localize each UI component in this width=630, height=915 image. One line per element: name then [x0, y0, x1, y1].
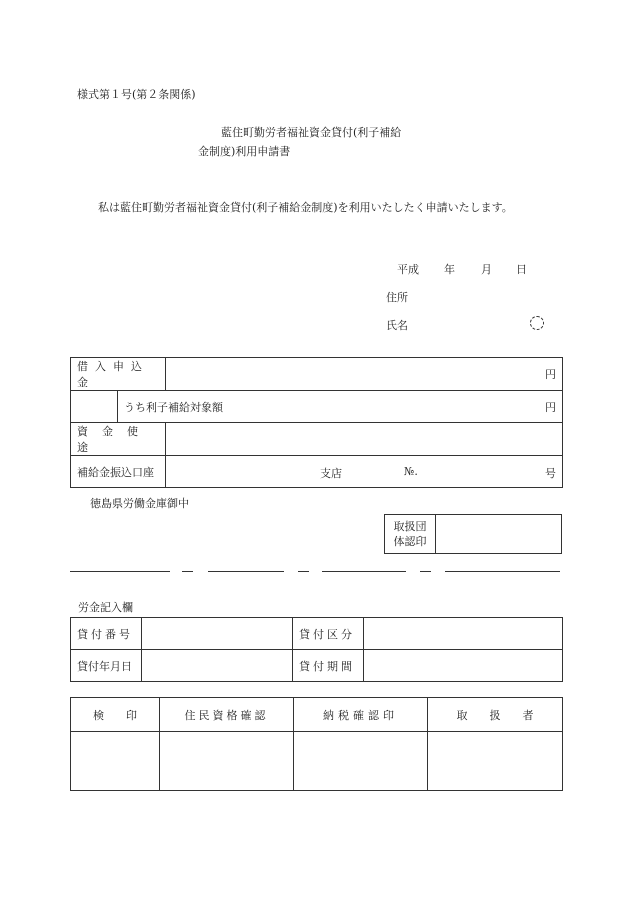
account-row: [71, 456, 563, 488]
residency-check-header: 住民資格確認: [160, 698, 294, 732]
form-title-line2: 金制度)利用申請書: [198, 145, 291, 158]
cut-line-segment: [298, 571, 309, 572]
verification-table: [70, 697, 563, 791]
interest-target-row: [71, 391, 563, 423]
date-month-label: 月: [481, 263, 492, 276]
date-day-label: 日: [516, 263, 527, 276]
address-label: 住所: [386, 291, 408, 304]
inspection-stamp-field[interactable]: [71, 732, 160, 791]
purpose-label: 資金使途: [71, 423, 166, 456]
handler-stamp-box: [384, 514, 562, 554]
bank-use-table: [70, 617, 563, 682]
loan-amount-label: 借入申込金: [71, 358, 166, 391]
bank-use-section-title: 労金記入欄: [78, 601, 133, 614]
yen-unit: 円: [545, 400, 556, 414]
account-label: 補給金振込口座: [71, 456, 166, 488]
loan-category-label: 貸付区分: [293, 618, 364, 650]
cut-line-segment: [70, 571, 170, 572]
tax-check-header: 納税確認印: [294, 698, 428, 732]
yen-unit: 円: [545, 368, 556, 381]
handler-stamp-label: 取扱団 体認印: [385, 515, 436, 554]
seal-mark-icon: [530, 316, 544, 330]
handler-header: 取 扱 者: [428, 698, 563, 732]
application-statement: 私は藍住町勤労者福祉資金貸付(利子補給金制度)を利用いたしたく申請いたします。: [98, 201, 513, 214]
loan-period-label: 貸付期間: [293, 650, 364, 682]
cut-line-segment: [208, 571, 284, 572]
cut-line-segment: [182, 571, 193, 572]
purpose-row: [71, 423, 563, 456]
loan-application-table: [70, 357, 563, 488]
interest-target-label: うち利子補給対象額: [124, 400, 223, 414]
handler-field[interactable]: [428, 732, 563, 791]
loan-number-label: 貸付番号: [71, 618, 142, 650]
cut-line-segment: [420, 571, 431, 572]
date-year-label: 年: [444, 263, 455, 276]
account-field[interactable]: [166, 456, 563, 488]
handler-stamp-field[interactable]: [436, 515, 562, 554]
branch-label: 支店: [320, 466, 342, 480]
purpose-field[interactable]: [166, 423, 563, 456]
loan-amount-row: [71, 358, 563, 391]
loan-number-field[interactable]: [142, 618, 293, 650]
blank-cell: [71, 391, 118, 423]
tax-check-field[interactable]: [294, 732, 428, 791]
account-no-label: №.: [404, 464, 418, 478]
cut-line-segment: [322, 571, 406, 572]
cut-line-segment: [445, 571, 560, 572]
form-number-label: 様式第１号(第２条関係): [77, 88, 196, 101]
interest-target-field[interactable]: [118, 391, 563, 423]
form-title-line1: 藍住町勤労者福祉資金貸付(利子補給: [221, 126, 402, 139]
loan-period-field[interactable]: [364, 650, 563, 682]
date-era-label: 平成: [397, 263, 419, 276]
number-suffix-label: 号: [545, 466, 556, 480]
residency-check-field[interactable]: [160, 732, 294, 791]
addressee-label: 徳島県労働金庫御中: [90, 497, 189, 510]
name-label: 氏名: [386, 319, 408, 332]
inspection-stamp-header: 検 印: [71, 698, 160, 732]
loan-date-label: 貸付年月日: [71, 650, 142, 682]
loan-amount-field[interactable]: [166, 358, 563, 391]
loan-category-field[interactable]: [364, 618, 563, 650]
loan-date-field[interactable]: [142, 650, 293, 682]
